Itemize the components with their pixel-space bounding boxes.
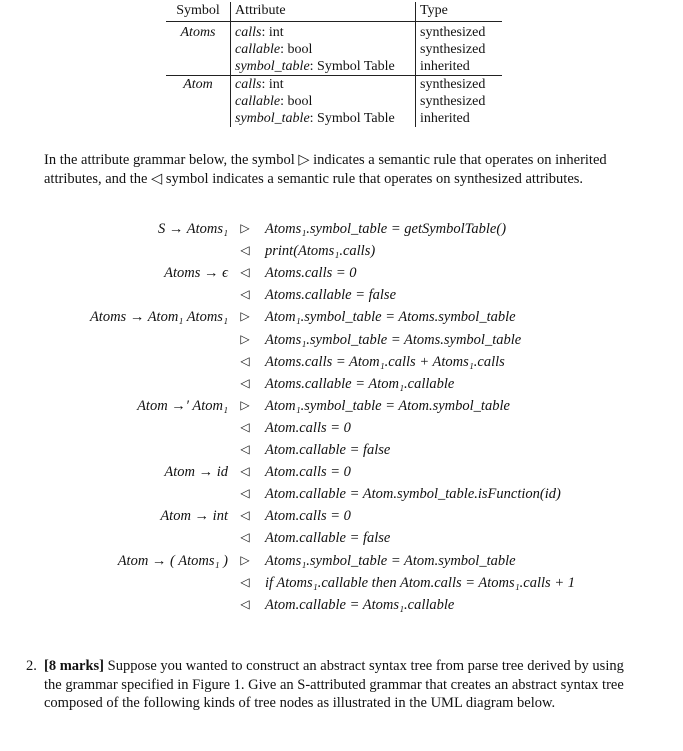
attr-type: int (268, 77, 284, 92)
grammar-rule (0, 243, 683, 265)
production: Atoms → ϵ (164, 265, 228, 282)
grammar-rule (0, 354, 683, 376)
grammar-rule (0, 287, 683, 309)
synthesized-rule-icon: ◁ (240, 486, 250, 501)
inherited-rule-icon: ▷ (240, 397, 250, 412)
attribute-table (166, 2, 502, 127)
attr-name: calls (235, 77, 262, 92)
table-row: callable: bool synthesized (166, 41, 502, 58)
grammar-rule (0, 376, 683, 398)
grammar-rule (0, 597, 683, 619)
grammar-rule (0, 508, 683, 530)
synthesized-rule-icon: ◁ (240, 508, 250, 523)
semantic-rule: Atoms.calls = Atom₁.calls + Atoms₁.calls (265, 353, 505, 370)
production: Atom → id (164, 464, 228, 481)
table-row: Atom calls: int synthesized (166, 76, 502, 94)
synthesized-rule-icon: ◁ (240, 530, 250, 545)
semantic-rule: Atoms₁.symbol_table = getSymbolTable() (265, 221, 507, 237)
semantic-rule: Atom.calls = 0 (265, 508, 351, 525)
synthesized-rule-icon: ◁ (240, 375, 250, 390)
inherited-rule-icon: ▷ (240, 552, 250, 567)
symbol-cell: Atom (166, 76, 231, 94)
grammar-rule (0, 553, 683, 575)
grammar-rule (0, 486, 683, 508)
attr-type: Symbol Table (317, 111, 395, 126)
question-marks: [8 marks] (44, 658, 105, 674)
grammar-rule (0, 398, 683, 420)
kind-cell: inherited (420, 59, 470, 74)
production: S → Atoms₁ (157, 221, 228, 237)
semantic-rule: Atom₁.symbol_table = Atoms.symbol_table (265, 309, 516, 326)
table-header-row (166, 2, 502, 22)
semantic-rule: Atom.callable = Atoms₁.callable (265, 596, 455, 613)
atoms-group (166, 22, 502, 76)
semantic-rule: Atoms.calls = 0 (265, 265, 357, 282)
kind-cell: synthesized (416, 76, 503, 94)
synthesized-rule-icon: ◁ (240, 265, 250, 280)
grammar-rule (0, 265, 683, 287)
header-type: Type (416, 2, 503, 22)
symbol-cell: Atoms (166, 22, 231, 42)
inherited-rule-icon: ▷ (240, 309, 250, 324)
attr-type: int (268, 25, 284, 40)
kind-cell: synthesized (416, 22, 503, 42)
attr-name: symbol_table (235, 59, 310, 74)
table-row: Atoms calls: int synthesized (166, 22, 502, 42)
attr-name: symbol_table (235, 111, 310, 126)
question-2 (26, 657, 644, 713)
synthesized-rule-icon: ◁ (240, 442, 250, 456)
header-symbol: Symbol (166, 2, 231, 22)
synthesized-rule-icon: ◁ (240, 596, 250, 611)
inherited-rule-icon: ▷ (240, 221, 250, 235)
atom-group (166, 76, 502, 128)
synthesized-rule-icon: ◁ (240, 574, 250, 589)
grammar-rule (0, 309, 683, 331)
intro-paragraph: In the attribute grammar below, the symbol ▷ indicates a semantic rule that operates on inherited attributes, and the ◁ symbol indicates a semantic rule that operates on synthesized attributes. (44, 152, 607, 187)
grammar-rule (0, 332, 683, 354)
synthesized-rule-icon: ◁ (240, 243, 250, 258)
semantic-rule: Atom.calls = 0 (265, 419, 351, 436)
synthesized-rule-icon: ◁ (240, 419, 250, 434)
grammar-rule (0, 221, 683, 243)
table-row: symbol_table: Symbol Table inherited (166, 110, 502, 127)
grammar-rule (0, 420, 683, 442)
semantic-rule: Atom₁.symbol_table = Atom.symbol_table (265, 397, 510, 414)
synthesized-rule-icon: ◁ (240, 464, 250, 479)
attr-type: Symbol Table (317, 59, 395, 74)
semantic-rule: Atoms₁.symbol_table = Atoms.symbol_table (265, 331, 522, 348)
synthesized-rule-icon: ◁ (240, 287, 250, 302)
semantic-rule: Atom.callable = false (265, 530, 391, 547)
production: Atom →′ Atom₁ (137, 397, 228, 414)
kind-cell: synthesized (420, 94, 486, 109)
attr-name: callable (235, 94, 281, 109)
grammar-rule (0, 530, 683, 552)
semantic-rule: Atom.callable = Atom.symbol_table.isFunction(id) (265, 486, 561, 503)
grammar-rule (0, 442, 683, 464)
semantic-rule: Atom.calls = 0 (265, 464, 351, 481)
semantic-rule: if Atoms₁.callable then Atom.calls = Atoms₁.calls + 1 (265, 574, 575, 591)
question-number: 2. (26, 658, 37, 674)
kind-cell: synthesized (420, 42, 486, 57)
production: Atoms → Atom₁ Atoms₁ (89, 309, 228, 326)
table-row: symbol_table: Symbol Table inherited (166, 58, 502, 76)
semantic-rule: Atoms.callable = Atom₁.callable (265, 375, 455, 392)
synthesized-rule-icon: ◁ (240, 353, 250, 368)
kind-cell: inherited (420, 111, 470, 126)
grammar-rule (0, 575, 683, 597)
inherited-rule-icon: ▷ (240, 331, 250, 346)
table-row: callable: bool synthesized (166, 93, 502, 110)
production: Atom → int (160, 508, 228, 525)
production: Atom → ( Atoms₁ ) (117, 552, 228, 569)
semantic-rule: Atoms₁.symbol_table = Atom.symbol_table (265, 552, 516, 569)
attr-name: calls (235, 25, 262, 40)
question-text: Suppose you wanted to construct an abstract syntax tree from parse tree derived by using the grammar specified in Figure 1. Give an S-attributed grammar that creates an abstract syntax tree composed of the following kinds of tree nodes as illustrated in the UML diagram below. (44, 658, 624, 711)
semantic-rule: print(Atoms₁.calls) (265, 243, 376, 260)
attr-type: bool (287, 42, 313, 57)
semantic-rule: Atoms.callable = false (265, 287, 397, 304)
semantic-rule: Atom.callable = false (265, 442, 391, 458)
header-attribute: Attribute (231, 2, 416, 22)
attr-name: callable (235, 42, 281, 57)
grammar-rule (0, 464, 683, 486)
attr-type: bool (287, 94, 313, 109)
